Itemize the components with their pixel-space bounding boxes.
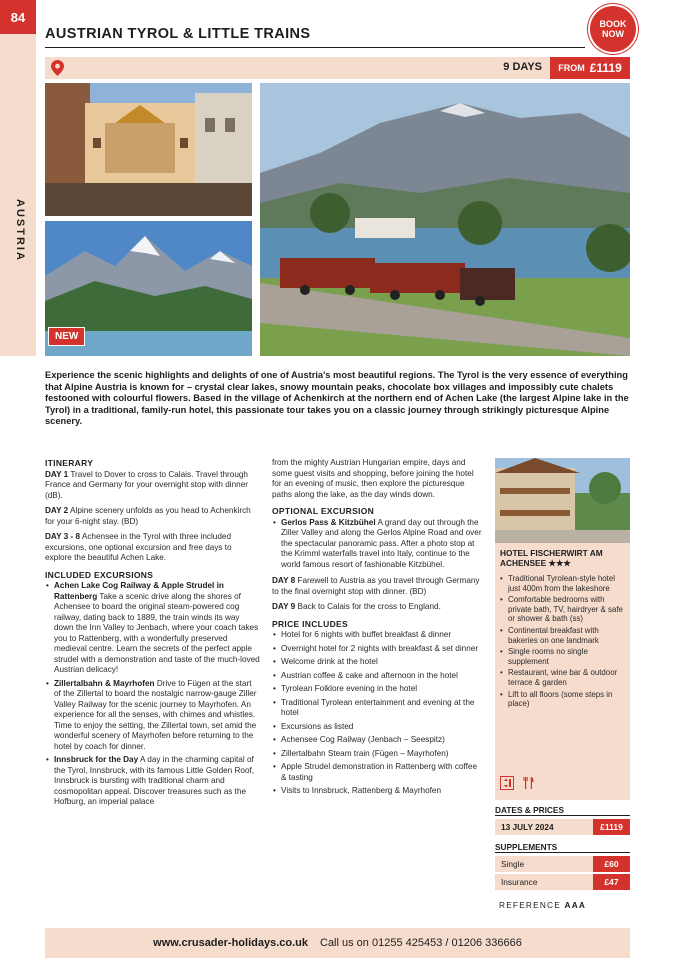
hotel-feature: • Comfortable bedrooms with private bath, TV, hairdryer & safe or shower & bath (ss) <box>500 595 627 624</box>
departure-date: 13 JULY 2024 <box>501 822 554 832</box>
day-label: DAY 3 - 8 <box>45 532 81 541</box>
price-includes-list <box>272 630 482 797</box>
included-excursions-heading: INCLUDED EXCURSIONS <box>45 569 154 580</box>
lift-icon <box>500 776 514 790</box>
excursion-item <box>45 679 260 753</box>
page-number: 84 <box>0 0 36 34</box>
price-amount: £1119 <box>589 61 622 75</box>
excursion-text: Take a scenic drive along the shores of Achensee to board the original steam-powered cog railway, dating back to 1889, the train winds its way down the Inn Valley to Jenbach, where your coach takes you to Rattenberg, with a wonderfully preserved medieval centre. Learn the secrets of the perfect apple strudel with a demonstration and taste of the much-loved Austrian delicacy! <box>54 591 260 674</box>
day-text: Alpine scenery unfolds as you head to Achenkirch for your 6-night stay. (BD) <box>45 506 251 526</box>
phone-numbers[interactable]: Call us on 01255 425453 / 01206 336666 <box>320 937 522 949</box>
supplement-row <box>495 856 630 872</box>
website-link[interactable]: www.crusader-holidays.co.uk <box>153 937 308 949</box>
day-label: DAY 1 <box>45 469 69 479</box>
price-include-item: • Hotel for 6 nights with buffet breakfast & dinner <box>272 630 482 641</box>
hotel-feature: • Single rooms no single supplement <box>500 647 627 666</box>
day-text: Travel to Dover to cross to Calais. Travel through France and Germany for your overnight stop with dinner (dB). <box>45 469 248 500</box>
price-include-item: • Apple Strudel demonstration in Rattenberg with coffee & tasting <box>272 762 482 783</box>
price-include-item: • Traditional Tyrolean entertainment and evening at the hotel <box>272 698 482 719</box>
supplement-row <box>495 874 630 890</box>
book-now-badge[interactable] <box>590 6 636 52</box>
price-includes-heading: PRICE INCLUDES <box>272 618 348 629</box>
reference-code: AAA <box>564 900 587 910</box>
hotel-features-list <box>500 574 627 711</box>
supplement-label: Insurance <box>501 877 538 887</box>
book-now-line1: BOOK <box>599 19 627 29</box>
optional-excursion-heading: OPTIONAL EXCURSION <box>272 506 375 516</box>
country-side-label: AUSTRIA <box>14 199 26 262</box>
steam-train-achensee-photo <box>260 83 630 356</box>
optional-excursion-list <box>272 518 482 571</box>
hotel-feature: • Continental breakfast with bakeries on one landmark <box>500 626 627 645</box>
price-include-item: • Visits to Innsbruck, Rattenberg & Mayrhofen <box>272 786 482 797</box>
tour-title: AUSTRIAN TYROL & LITTLE TRAINS <box>45 26 311 42</box>
hotel-photo <box>495 458 630 543</box>
supplement-price: £60 <box>593 856 630 872</box>
optional-excursion-item <box>272 518 482 571</box>
day-label: DAY 2 <box>45 506 69 515</box>
hotel-facility-icons <box>500 776 536 790</box>
supplements-heading: SUPPLEMENTS <box>495 842 558 852</box>
itinerary-day <box>45 506 260 527</box>
dates-prices-heading: DATES & PRICES <box>495 805 564 815</box>
side-strip <box>0 34 36 356</box>
itinerary-heading: ITINERARY <box>45 458 94 468</box>
itinerary-column <box>45 458 260 814</box>
tour-reference <box>499 900 586 910</box>
price-include-item: • Overnight hotel for 2 nights with breakfast & set dinner <box>272 644 482 655</box>
day-text: Achensee in the Tyrol with three included excursions, one optional excursion and free days to explore the beautiful Achen Lake. <box>45 532 232 562</box>
hotel-name: HOTEL FISCHERWIRT AM ACHENSEE ★★★ <box>500 548 603 568</box>
itinerary-day <box>272 576 482 597</box>
supplement-label: Single <box>501 859 525 869</box>
optional-excursion-title: Gerlos Pass & Kitzbühel <box>281 517 376 527</box>
date-price-row <box>495 819 630 835</box>
innsbruck-golden-roof-photo <box>45 83 252 216</box>
price-include-item: • Tyrolean Folklore evening in the hotel <box>272 684 482 695</box>
price-include-item: • Zillertalbahn Steam train (Fügen – Mayrhofen) <box>272 749 482 760</box>
price-include-item: • Austrian coffee & cake and afternoon in the hotel <box>272 671 482 682</box>
excursion-item <box>45 581 260 676</box>
supplement-price: £47 <box>593 874 630 890</box>
hotel-feature: • Restaurant, wine bar & outdoor terrace & garden <box>500 668 627 687</box>
hotel-feature: • Traditional Tyrolean-style hotel just 400m from the lakeshore <box>500 574 627 593</box>
reference-label: REFERENCE <box>499 900 561 910</box>
duration-price-bar <box>45 57 630 79</box>
hotel-info-box <box>495 458 630 800</box>
from-price-tag <box>550 57 630 79</box>
intro-paragraph: Experience the scenic highlights and delights of one of Austria's most beautiful regions. The Tyrol is the very essence of everything that Alpine Austria is known for – crystal clear lakes, snowy mountain peaks, chocolate box villages and impossibly cute chalets festooned with colourful flowers. Based in the village of Achenkirch at the northern end of Achen Lake (the largest Alpine lake in the Tyrol) in a traditional, family-run hotel, this passionate tour takes you on a classic journey through strikingly picturesque Alpine scenery. <box>45 370 629 426</box>
new-badge: NEW <box>48 327 85 346</box>
contact-footer <box>45 928 630 958</box>
itinerary-day <box>45 470 260 502</box>
day-text: Back to Calais for the cross to England. <box>297 602 441 611</box>
optional-excursion-text: A grand day out through the Ziller Valley and along the Gerlos Alpine Road and over the spectacular panoramic pass. After a photo stop at the Krimml waterfalls travel into Italy, continue to the world famous resort of fashionable Kitzbühel. <box>281 517 482 569</box>
excursion-item <box>45 755 260 808</box>
dates-rule <box>495 815 630 816</box>
price-prefix: FROM <box>558 63 585 73</box>
price-include-item: • Achensee Cog Railway (Jenbach – Seespitz) <box>272 735 482 746</box>
excursion-title: Innsbruck for the Day <box>54 755 139 764</box>
excursion-text: Drive to Fügen at the start of the Zillertal to board the nostalgic narrow-gauge Ziller Valley Railway for the scenic journey to Mayrhofen. An experience for all the senses, with chimes and whistles. Time to enjoy the setting, the Zillertal town, set amid the wonderful scenery of Mayrhofen before returning to the hotel by coach for dinner. <box>54 678 257 751</box>
excursion-continued-text: from the mighty Austrian Hungarian empire, days and some guest visits and shopping, before joining the hotel for an evening of music, then explore the picturesque paths along the lake, as the day winds down. <box>272 458 474 499</box>
day-text: Farewell to Austria as you travel through Germany to the final overnight stop with dinner. (BD) <box>272 576 480 596</box>
day-label: DAY 9 <box>272 602 296 611</box>
details-column <box>272 458 482 803</box>
excursion-title: Achen Lake Cog Railway & Apple Strudel in Rattenberg <box>54 581 224 601</box>
excursion-text: A day in the charming capital of the Tyrol, Innsbruck, with its famous Little Golden Roof, Innsbruck is bursting with traditional charm and cosmopolitan appeal. Discover treasures such as the Hofburg, an imperial palace <box>54 755 255 806</box>
price-include-item: • Excursions as listed <box>272 722 482 733</box>
price-include-item: • Welcome drink at the hotel <box>272 657 482 668</box>
map-pin-icon <box>51 60 64 76</box>
tour-duration: 9 DAYS <box>503 61 542 73</box>
supplements-rule <box>495 852 630 853</box>
included-excursions-list <box>45 581 260 808</box>
itinerary-day <box>272 602 482 613</box>
itinerary-day <box>45 532 260 564</box>
title-rule <box>45 47 585 48</box>
excursion-title: Zillertalbahn & Mayrhofen <box>54 678 155 688</box>
hotel-feature: • Lift to all floors (some steps in place) <box>500 690 627 709</box>
day-label: DAY 8 <box>272 576 296 585</box>
departure-price: £1119 <box>593 819 630 835</box>
alpine-lake-mountains-photo <box>45 221 252 356</box>
book-now-line2: NOW <box>602 29 624 39</box>
restaurant-icon <box>522 776 536 790</box>
